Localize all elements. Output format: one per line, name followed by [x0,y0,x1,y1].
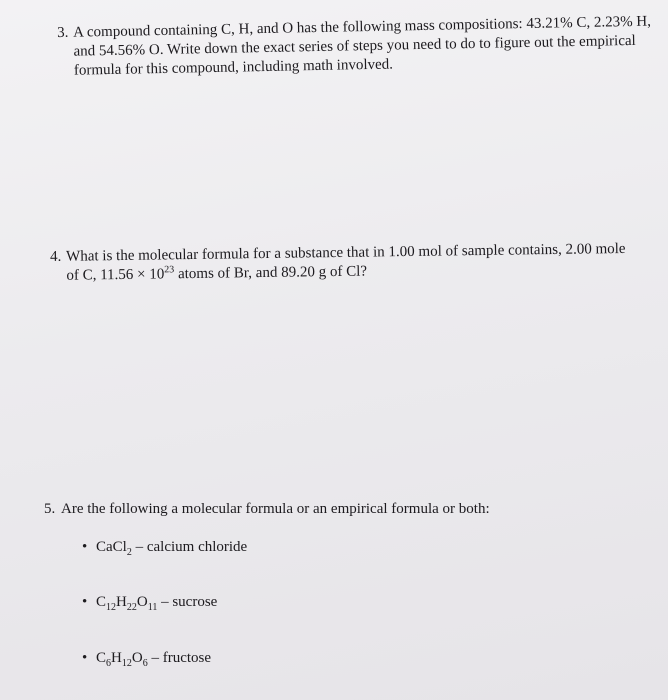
question-4-line-2-end: atoms of Br, and 89.20 g of Cl? [174,263,368,283]
bullet-icon: • [82,594,88,610]
question-4-line-2-start: of C, 11.56 × 10 [66,266,165,284]
question-5-number: 5. [44,501,56,517]
question-4-number: 4. [50,248,62,265]
question-3-line-1: A compound containing C, H, and O has the following mass compositions: 43.21% C, 2.23% H, [73,13,652,41]
formula-item-1-name: – calcium chloride [131,539,248,555]
question-4-exponent: 23 [164,264,175,276]
question-3 [57,13,652,81]
question-3-line-2: and 54.56% O. Write down the exact series of steps you need to do to figure out the empirical [73,32,636,60]
question-3-number: 3. [57,24,69,41]
question-3-line-3: formula for this compound, including math involved. [73,56,394,79]
question-5-prompt: Are the following a molecular formula or an empirical formula or both: [61,501,490,517]
bullet-icon: • [82,650,88,666]
question-4 [50,240,650,286]
formula-item-2-name: – sucrose [157,594,218,610]
question-5 [44,500,644,519]
bullet-icon: • [82,539,88,555]
question-4-line-1: What is the molecular formula for a substance that in 1.00 mol of sample contains, 2.00 mole [66,240,626,265]
formula-item-3-text: $C_6H_{12}O_6$ – fructose [96,650,212,669]
formula-item-1-text: CaCl$_2$ – calcium chloride [96,539,248,558]
formula-item-3-name: – fructose [147,650,212,666]
formula-item-2-text: $C_{12}H_{22}O_{11}$ – sucrose [96,594,218,613]
